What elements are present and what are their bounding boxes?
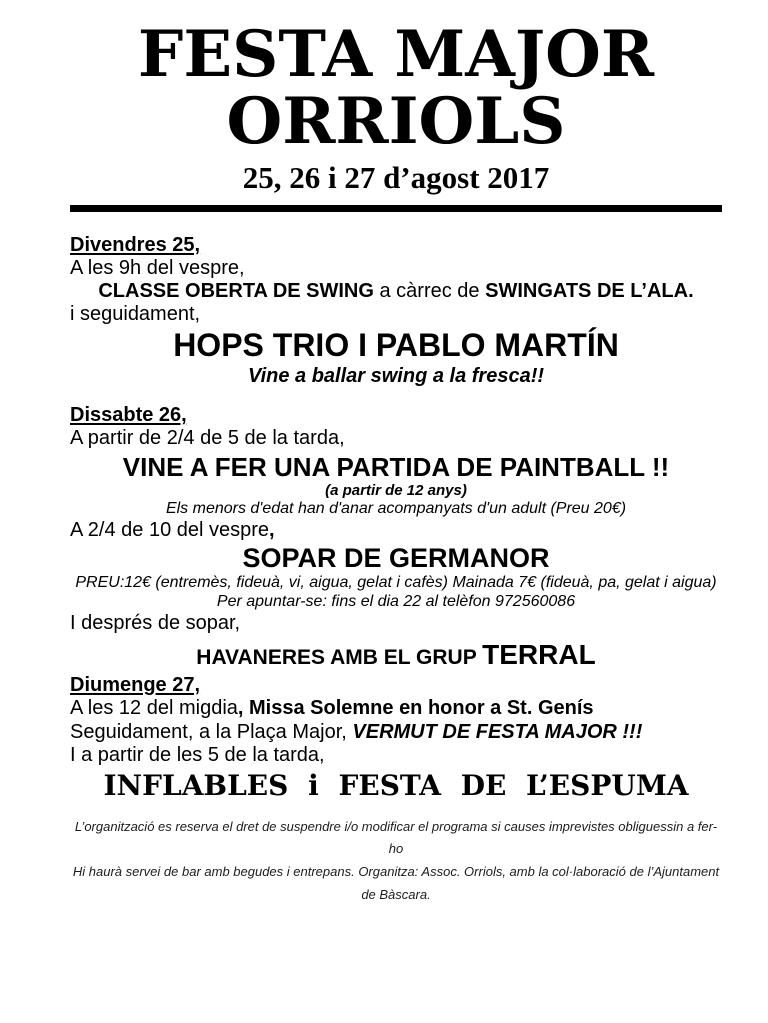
havaneres-text: HAVANERES AMB EL GRUP xyxy=(196,646,483,670)
mass-line xyxy=(70,697,722,720)
divendres-followup: i seguidament, xyxy=(70,303,201,326)
swing-class-line xyxy=(70,280,722,303)
section-divendres xyxy=(70,234,722,389)
footer-disclaimer: L’organització es reserva el dret de suspendre i/o modificar el programa si causes imprevistes obliguessin a fer-ho xyxy=(74,818,718,857)
paintball-minors-note: Els menors d'edat han d'anar acompanyats d'un adult (Preu 20€) xyxy=(165,500,627,518)
poster-title xyxy=(70,17,722,159)
vermut-intro: Seguidament, a la Plaça Major, xyxy=(70,720,353,743)
title-line-1: FESTA MAJOR xyxy=(137,17,655,92)
poster-header xyxy=(70,17,722,212)
sopar-price-note: PREU:12€ (entremès, fideuà, vi, aigua, gelat i cafès) Mainada 7€ (fideuà, pa, gelat i aigua) xyxy=(75,574,717,592)
evening-time-comma: , xyxy=(269,519,275,542)
vermut-line xyxy=(70,721,722,744)
divider-rule xyxy=(70,205,722,212)
dissabte-evening-time xyxy=(70,519,722,542)
mass-time: A les 12 del migdia xyxy=(70,697,238,720)
poster-date: 25, 26 i 27 d’agost 2017 xyxy=(242,160,550,196)
havaneres-line xyxy=(70,636,722,674)
swing-class-title: CLASSE OBERTA DE SWING xyxy=(98,280,374,303)
swing-class-group: SWINGATS DE L’ALA. xyxy=(485,280,694,303)
title-line-2: ORRIOLS xyxy=(226,83,566,159)
footer-organizer: Hi haurà servei de bar amb begudes i entrepans. Organitza: Assoc. Orriols, amb la col·laboració de l’Ajuntament de Bàscara. xyxy=(72,864,720,902)
hops-trio-headline: HOPS TRIO I PABLO MARTÍN xyxy=(173,327,619,364)
havaneres-group-name: TERRAL xyxy=(482,639,596,671)
inflables-headline: INFLABLES i FESTA DE L’ESPUMA xyxy=(103,768,689,802)
dissabte-heading: Dissabte 26, xyxy=(70,404,187,427)
dissabte-afternoon-time: A partir de 2/4 de 5 de la tarda, xyxy=(70,427,345,450)
section-dissabte xyxy=(70,404,722,674)
paintball-age-note: (a partir de 12 anys) xyxy=(325,482,467,500)
sopar-signup-note: Per apuntar-se: fins el dia 22 al telèfon 972560086 xyxy=(216,593,576,611)
poster-footer xyxy=(70,816,722,907)
diumenge-heading: Diumenge 27, xyxy=(70,674,201,697)
mass-title: , Missa Solemne en honor a St. Genís xyxy=(237,697,594,720)
divendres-time: A les 9h del vespre, xyxy=(70,256,245,279)
divendres-heading: Divendres 25, xyxy=(70,233,201,256)
after-dinner-line: I després de sopar, xyxy=(70,612,241,635)
diumenge-afternoon-time: I a partir de les 5 de la tarda, xyxy=(70,743,325,766)
section-diumenge xyxy=(70,674,722,802)
sopar-headline: SOPAR DE GERMANOR xyxy=(242,543,550,574)
swing-class-connector: a càrrec de xyxy=(373,280,486,303)
paintball-headline: VINE A FER UNA PARTIDA DE PAINTBALL !! xyxy=(122,451,670,482)
swing-tagline: Vine a ballar swing a la fresca!! xyxy=(247,365,545,388)
vermut-title: VERMUT DE FESTA MAJOR !!! xyxy=(352,720,643,743)
evening-time-text: A 2/4 de 10 del vespre xyxy=(70,519,270,542)
